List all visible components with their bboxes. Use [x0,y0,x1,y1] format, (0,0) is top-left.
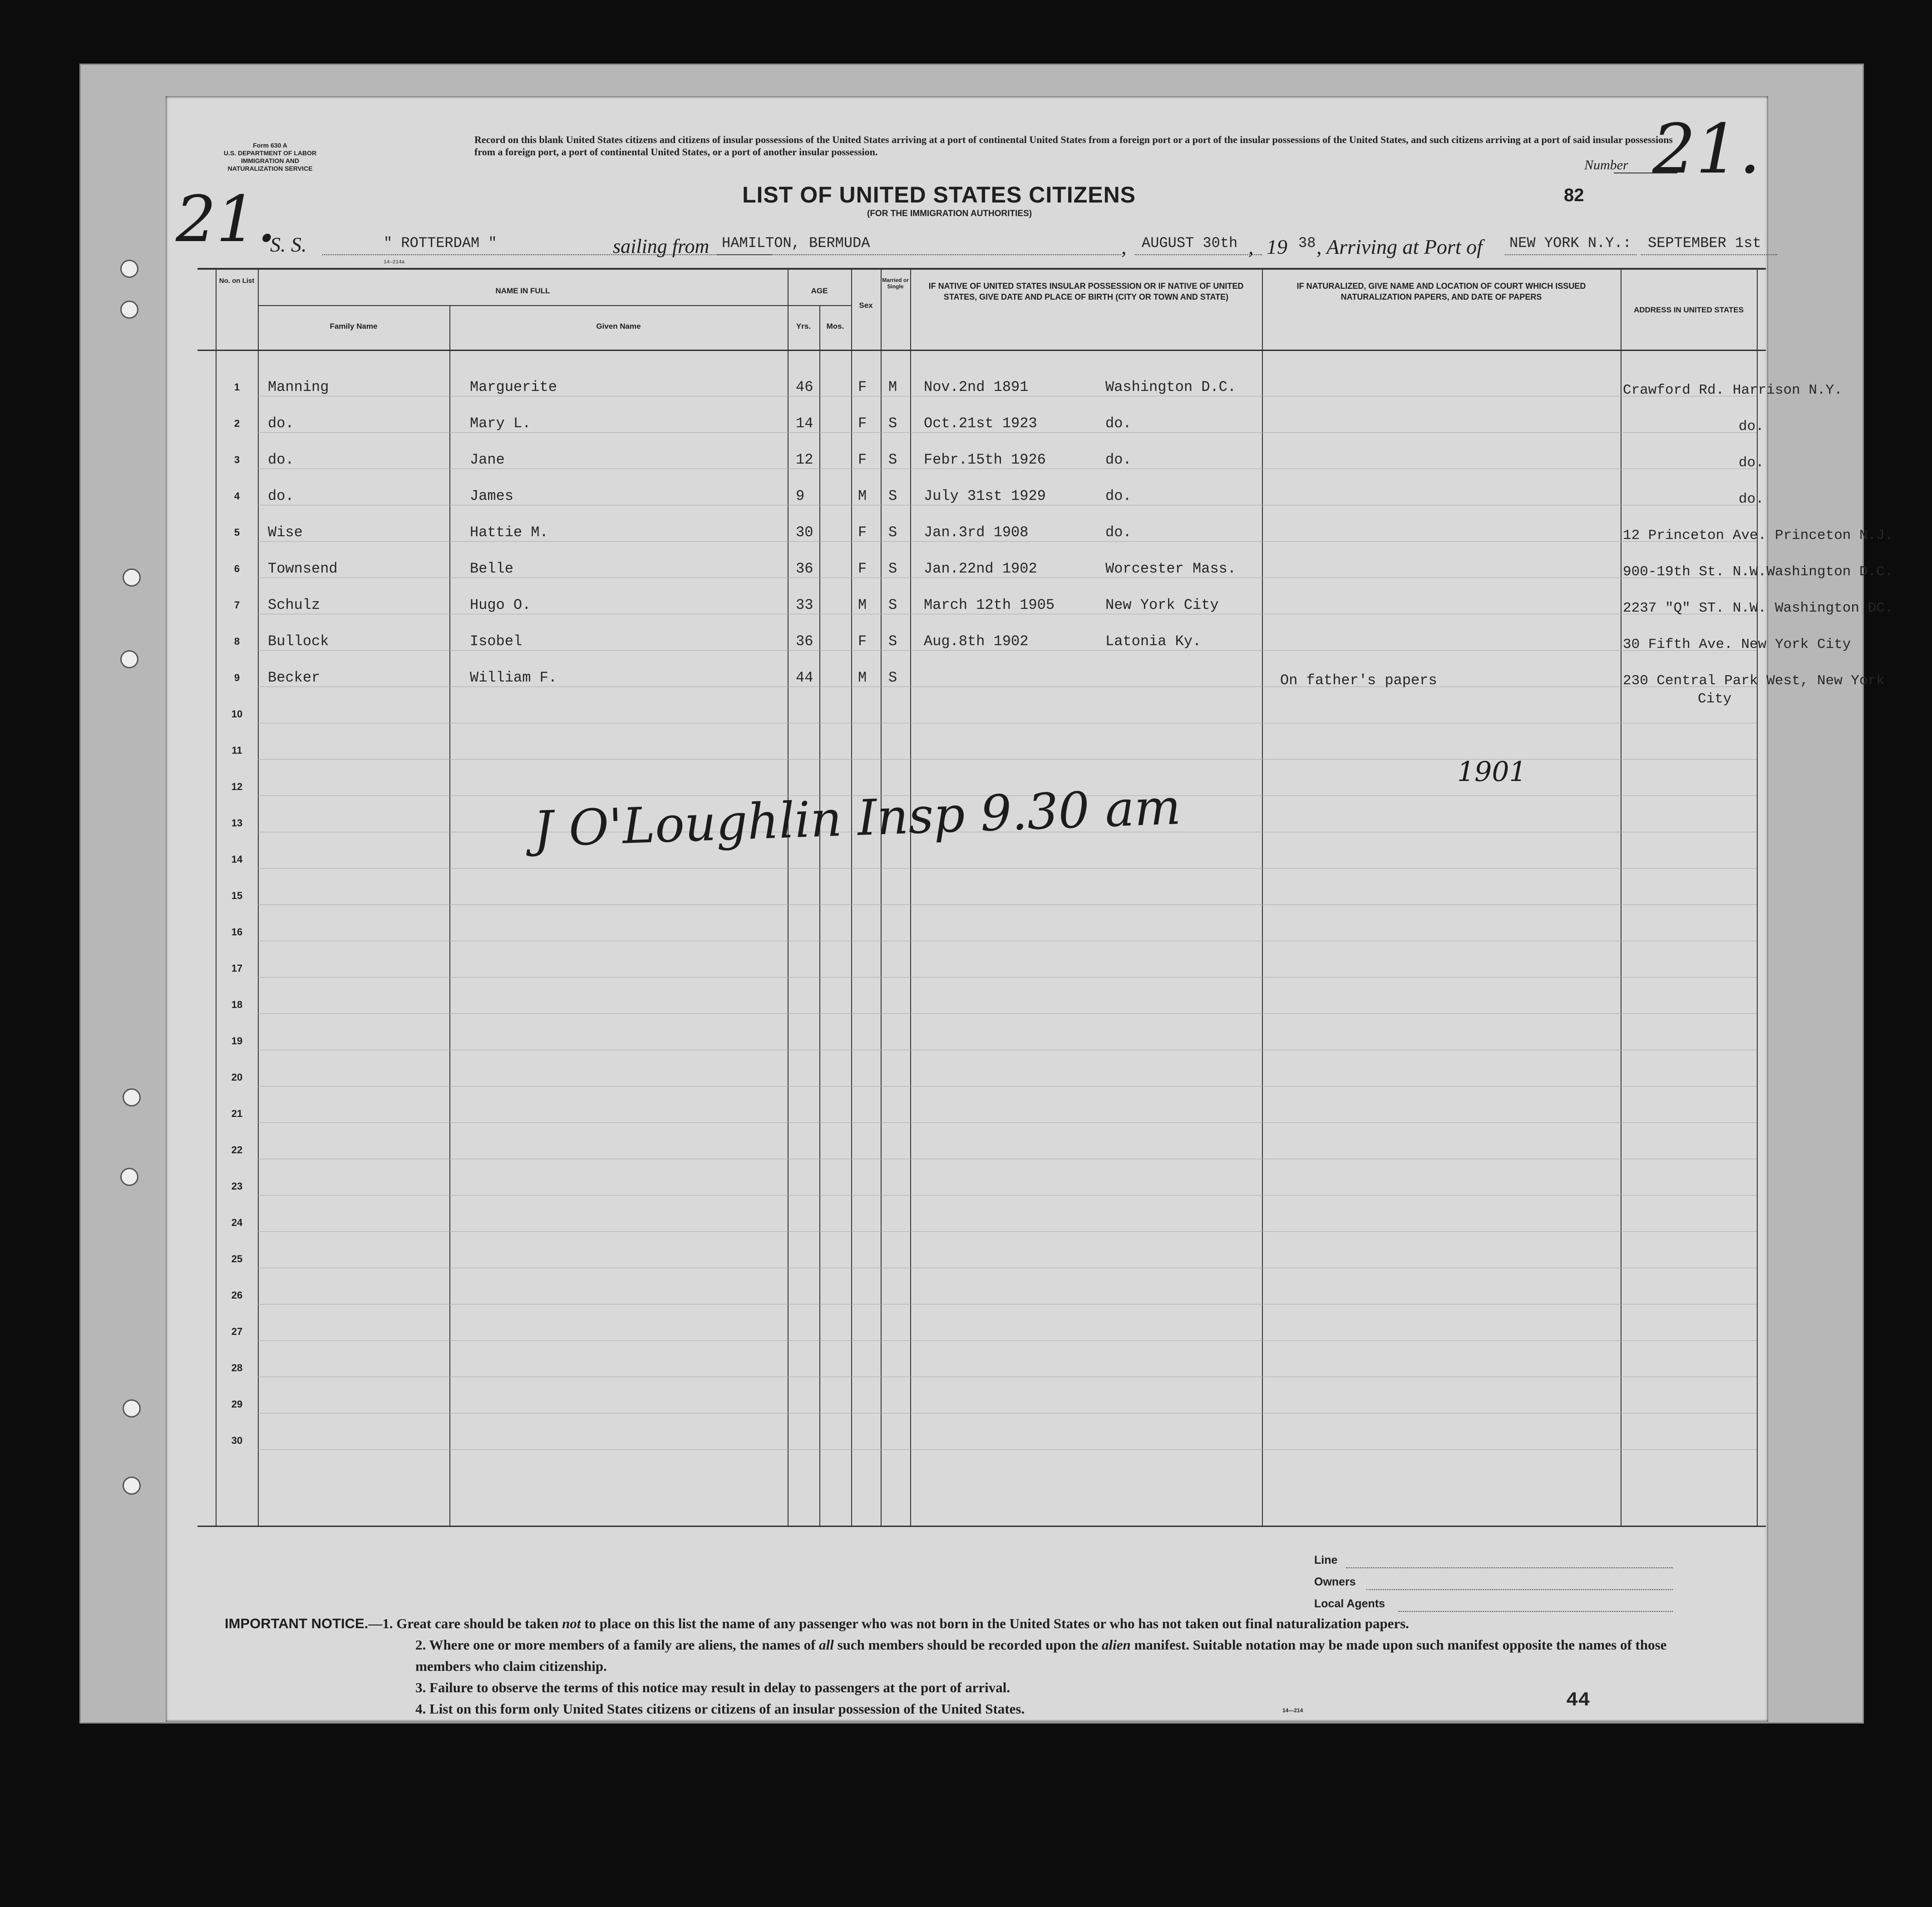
form-identifier [207,142,334,173]
row-number: 12 [231,781,243,792]
age-years: 44 [796,669,813,686]
service-line-1: IMMIGRATION AND [241,157,300,164]
marital-status: S [888,560,897,577]
given-name: James [470,488,514,504]
address: do. [1739,419,1764,435]
birth-date: Oct.21st 1923 [924,415,1037,432]
intro-instructions: Record on this blank United States citizens and citizens of insular possessions of the United States arriving at a port of continental United States from a foreign port or a port of the insular possessions of the United States, and such citizens arriving at a port of said insular possessions from a foreign port, a port of continental United States, or a port of another insular possession. [474,134,1673,158]
sex: F [858,379,867,395]
age-years: 9 [796,488,805,504]
number-label: Number [1584,158,1628,173]
birth-place: do. [1105,524,1132,541]
family-name: do. [268,488,294,504]
marital-status: S [888,597,897,613]
form-small-code: 14—214a [384,260,405,265]
row-number: 10 [231,708,243,720]
marital-status: S [888,415,897,432]
footer-line-label: Line [1314,1554,1338,1566]
birth-date: Aug.8th 1902 [924,633,1029,650]
sex: F [858,560,867,577]
given-name: Marguerite [470,379,557,395]
header-native: IF NATIVE OF UNITED STATES INSULAR POSSESSION OR IF NATIVE OF UNITED STATES, GIVE DATE AND PLACE OF BIRTH (CITY OR TOWN AND STATE) [928,282,1244,301]
sex: F [858,524,867,541]
ship-name: " ROTTERDAM " [384,235,497,252]
address: 900-19th St. N.W.Washington D.C. [1623,564,1893,580]
row-number: 9 [234,672,240,683]
name-subheader-rule [258,305,814,306]
birth-place: Latonia Ky. [1105,633,1202,650]
tally-number: 44 [1566,1689,1590,1712]
arrival-date: SEPTEMBER 1st [1648,235,1761,252]
notice-emphasis: not [562,1616,581,1631]
col-rule [449,305,450,1526]
col-rule [910,268,911,1526]
punch-hole [123,1088,141,1107]
row-number: 11 [232,745,242,756]
table-top-rule [197,268,1766,270]
family-name: Manning [268,379,329,395]
sex: M [858,597,867,613]
footer-local-agents-fill [1398,1611,1673,1612]
address: 12 Princeton Ave. Princeton N.J. [1623,528,1893,543]
header-age: AGE [811,287,828,295]
important-notice [225,1613,1714,1719]
notice-item-4 [225,1698,1714,1719]
row-rule [258,1013,1757,1014]
age-years: 30 [796,524,813,541]
sailing-from-label: sailing from [613,235,710,257]
header-address: ADDRESS IN UNITED STATES [1633,306,1744,314]
row-number: 14 [231,854,243,865]
footer-line-fill [1346,1567,1673,1568]
arrival-date-fill-line [1641,254,1777,255]
manifest-page [166,96,1893,1722]
row-rule [258,977,1757,978]
address: Crawford Rd. Harrison N.Y. [1623,382,1843,398]
comma: , [1121,235,1127,258]
given-name: Hugo O. [470,597,531,613]
row-number: 27 [231,1326,243,1337]
arriving-label: , Arriving at Port of [1316,235,1483,258]
ss-label: S. S. [270,233,307,256]
row-number: 15 [231,890,243,901]
birth-date: Nov.2nd 1891 [924,379,1029,395]
row-number: 16 [231,926,243,938]
row-rule [258,1086,1757,1087]
marital-status: M [888,379,897,395]
family-name: Bullock [268,633,329,650]
footer-owners-label: Owners [1314,1576,1356,1588]
notice-item-1 [225,1613,1714,1634]
row-number: 24 [231,1217,243,1228]
punch-hole [123,1399,141,1418]
row-rule [258,1195,1757,1196]
page-title: LIST OF UNITED STATES CITIZENS [742,182,1136,207]
header-bottom-rule [197,350,1766,351]
row-number: 13 [231,817,243,829]
marital-status: S [888,524,897,541]
row-number: 25 [231,1253,243,1265]
arrival-port-fill-line [1505,254,1636,255]
birth-date: March 12th 1905 [924,597,1055,613]
notice-text: to place on this list the name of any passenger who was not born in the United States or who has not taken out final naturalization papers. [581,1616,1410,1631]
row-rule [258,1340,1757,1341]
arrival-port: NEW YORK N.Y.: [1509,235,1631,252]
family-name: Townsend [268,560,338,577]
address: 30 Fifth Ave. New York City [1623,637,1851,652]
marital-status: S [888,488,897,504]
row-number: 5 [234,527,240,538]
table-bottom-rule [197,1526,1766,1527]
header-given-name: Given Name [596,322,641,331]
notice-text: such members should be recorded upon the [833,1637,1102,1653]
header-married-single: Married or Single [882,277,909,290]
departure-year: 38 [1298,235,1316,252]
address: do. [1739,455,1764,471]
notice-text: 2. Where one or more members of a family are aliens, the names of [415,1637,819,1653]
page-number: 82 [1564,185,1584,205]
naturalization: On father's papers [1280,672,1437,689]
col-rule [258,268,259,1526]
header-yrs: Yrs. [796,322,811,331]
col-rule [216,268,217,1526]
birth-date: Jan.3rd 1908 [924,524,1029,541]
naturalized-year-handwritten: 1901 [1457,756,1527,788]
sex: F [858,451,867,468]
age-years: 36 [796,560,813,577]
footer-owners-fill [1366,1589,1673,1590]
address: 2237 "Q" ST. N.W. Washington DC. [1623,600,1893,616]
given-name: Jane [470,451,505,468]
row-number: 22 [231,1144,243,1156]
row-number: 18 [231,999,243,1010]
row-number: 29 [231,1398,243,1410]
given-name: Isobel [470,633,522,650]
birth-place: New York City [1105,597,1219,613]
row-number: 1 [234,381,240,393]
row-number: 8 [234,636,240,647]
birth-date: Jan.22nd 1902 [924,560,1037,577]
punch-hole [120,650,138,668]
age-years: 36 [796,633,813,650]
col-rule [1621,268,1622,1526]
birth-place: do. [1105,488,1132,504]
birth-place: do. [1105,451,1132,468]
notice-emphasis: all [819,1637,834,1653]
row-number: 19 [231,1035,243,1047]
sex: F [858,415,867,432]
row-rule [258,1231,1757,1232]
marital-status: S [888,633,897,650]
row-number: 26 [231,1289,243,1301]
row-rule [258,1122,1757,1123]
col-rule [819,305,820,1526]
family-name: Schulz [268,597,320,613]
sex: F [858,633,867,650]
sex: M [858,488,867,504]
row-number: 28 [231,1362,243,1373]
comma: , [1248,235,1254,258]
row-rule [258,432,1757,433]
family-name: do. [268,451,294,468]
date-fill-line [1135,254,1262,255]
row-number: 2 [234,418,240,429]
notice-emphasis: alien [1102,1637,1131,1653]
marital-status: S [888,451,897,468]
punch-hole [120,301,138,319]
notice-text: manifest. Suitable notation may be made upon such manifest opposite the names of those members who claim citizenship. [415,1637,1667,1674]
notice-text: 4. List on this form only United States citizens or citizens of an insular possession of the United States. [415,1701,1025,1717]
port-fill-line [717,254,1121,255]
birth-place: do. [1105,415,1132,432]
header-naturalized: IF NATURALIZED, GIVE NAME AND LOCATION OF COURT WHICH ISSUED NATURALIZATION PAPERS, AND DATE OF PAPERS [1296,282,1586,301]
number-handwritten: 21. [1652,110,1761,189]
header-mos: Mos. [826,322,844,331]
sex: M [858,669,867,686]
departure-date: AUGUST 30th [1142,235,1238,252]
row-number: 7 [234,599,240,611]
marital-status: S [888,669,897,686]
row-number: 21 [231,1108,243,1119]
header-name-in-full: NAME IN FULL [495,287,550,295]
row-rule [258,868,1757,869]
header-family-name: Family Name [330,322,378,331]
header-sex: Sex [859,301,873,310]
notice-form-code: 14—214 [1282,1707,1303,1714]
footer-local-agents-label: Local Agents [1314,1597,1385,1610]
address: 230 Central Park West, New York [1623,673,1885,689]
punch-hole [120,260,138,278]
birth-place: Washington D.C. [1105,379,1237,395]
birth-date: July 31st 1929 [924,488,1046,504]
col-rule [788,268,789,1526]
row-rule [258,1449,1757,1450]
age-years: 33 [796,597,813,613]
row-number: 3 [234,454,240,465]
row-rule [258,650,1757,651]
form-number: Form 630 A [253,142,287,149]
notice-item-3: 3. Failure to observe the terms of this notice may result in delay to passengers at the port of arrival. [415,1680,1010,1695]
department: U.S. DEPARTMENT OF LABOR [223,149,317,157]
notice-title: IMPORTANT NOTICE. [225,1616,369,1631]
service-line-2: NATURALIZATION SERVICE [227,165,313,172]
given-name: Hattie M. [470,524,548,541]
page-subtitle: (FOR THE IMMIGRATION AUTHORITIES) [867,209,1032,218]
given-name: Mary L. [470,415,531,432]
punch-hole [123,1477,141,1495]
year-prefix: 19 [1267,235,1287,258]
inspector-signature: J O'Loughlin Insp 9.30 am [532,779,1182,858]
row-number: 30 [231,1435,243,1446]
age-years: 12 [796,451,813,468]
notice-item-2 [225,1634,1714,1677]
address-continuation: City [1698,691,1732,707]
birth-date: Febr.15th 1926 [924,451,1046,468]
col-rule [1262,268,1263,1526]
row-rule [258,904,1757,905]
family-name: do. [268,415,294,432]
birth-place: Worcester Mass. [1105,560,1237,577]
departure-port: HAMILTON, BERMUDA [722,235,870,252]
given-name: William F. [470,669,557,686]
family-name: Wise [268,524,303,541]
age-years: 46 [796,379,813,395]
given-name: Belle [470,560,514,577]
row-number: 17 [231,963,243,974]
col-rule [851,268,852,1526]
punch-hole [120,1168,138,1186]
left-handwritten-number: 21. [176,183,277,257]
notice-text: —1. Great care should be taken [368,1616,562,1631]
col-rule [881,268,882,1526]
row-number: 4 [234,490,240,502]
address: do. [1739,491,1764,507]
age-years: 14 [796,415,813,432]
family-name: Becker [268,669,320,686]
row-rule [258,541,1757,542]
punch-hole [123,568,141,587]
row-rule [258,759,1757,760]
header-no-on-list: No. on List [219,277,255,285]
row-number: 6 [234,563,240,574]
row-number: 23 [231,1181,243,1192]
row-number: 20 [231,1072,243,1083]
